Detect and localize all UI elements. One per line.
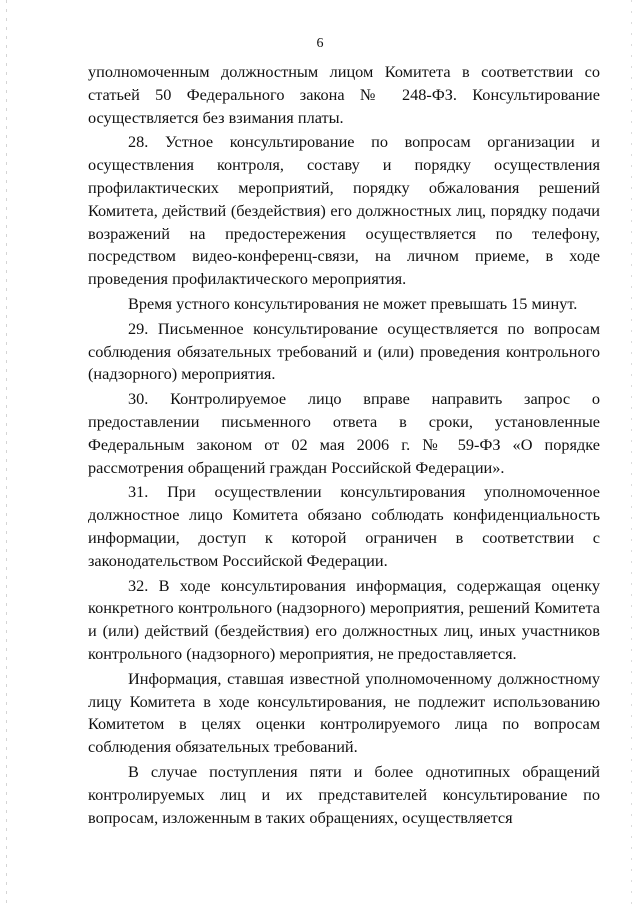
paragraph-item-29: 29. Письменное консультирование осуществляется по вопросам соблюдения обязательных требований и (или) проведения контрольного (надзорного) мероприятия.	[88, 318, 600, 384]
scan-edge-mark	[631, 0, 632, 905]
paragraph-item-30: 30. Контролируемое лицо вправе направить запрос о предоставлении письменного ответа в сроки, установленные Федеральным законом от 02 мая 2006 г. № 59-ФЗ «О порядке рассмотрения обращений граждан Российской Федерации».	[88, 389, 600, 477]
paragraph-item-31: 31. При осуществлении консультирования уполномоченное должностное лицо Комитета обязано соблюдать конфиденциальность информации, доступ к которой ограничен в соответствии с законодательством Российской Федерации.	[88, 482, 600, 570]
page-number: 6	[316, 36, 324, 51]
document-body	[88, 61, 600, 831]
scan-edge-mark	[6, 0, 7, 905]
paragraph: В случае поступления пяти и более однотипных обращений контролируемых лиц и их представителей консультирование по вопросам, изложенным в таких обращениях, осуществляется	[88, 761, 600, 827]
paragraph: Время устного консультирования не может превышать 15 минут.	[128, 293, 578, 313]
paragraph: Информация, ставшая известной уполномоченному должностному лицу Комитета в ходе консультирования, не подлежит использованию Комитетом в целях оценки контролируемого лица по вопросам соблюдения обязательных требований.	[88, 668, 600, 757]
paragraph-item-28: 28. Устное консультирование по вопросам организации и осуществления контроля, составу и порядку осуществления профилактических мероприятий, порядку обжалования решений Комитета, действий (бездействия) его должностных лиц, порядку подачи возражений на предостережения осуществляется по телефону, посредством видео-конференц-связи, на личном приеме, в ходе проведения профилактического мероприятия.	[88, 132, 600, 289]
paragraph: уполномоченным должностным лицом Комитета в соответствии со статьей 50 Федерального закона № 248-ФЗ. Консультирование осуществляется без взимания платы.	[88, 62, 600, 127]
paragraph-item-32: 32. В ходе консультирования информация, содержащая оценку конкретного контрольного (надзорного) мероприятия, решений Комитета и (или) действий (бездействия) его должностных лиц, иных участников контрольного (надзорного) мероприятия, не предоставляется.	[88, 575, 600, 663]
